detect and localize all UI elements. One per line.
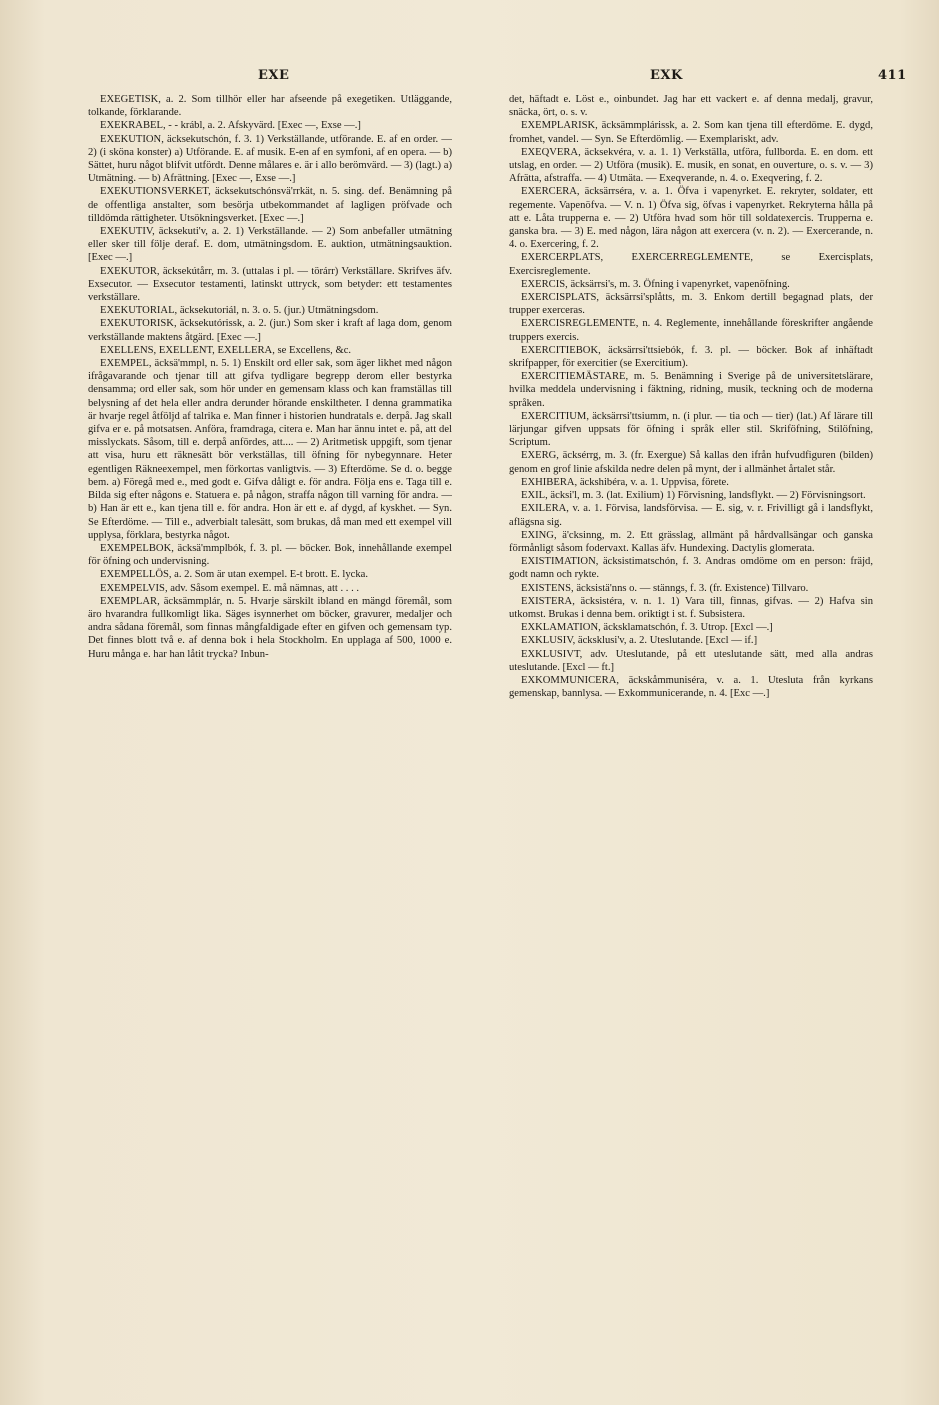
dictionary-entry: EXEMPELVIS, adv. Såsom exempel. E. må nämnas, att . . . .	[100, 582, 360, 594]
page-number: 411	[878, 68, 907, 83]
dictionary-entry: EXKLUSIVT, adv. Uteslutande, på ett uteslutande sätt, med alla andras uteslutande. [Excl — ft.]	[509, 648, 873, 673]
dictionary-entry: EXEMPLARISK, äcksämmplárissk, a. 2. Som kan tjena till efterdöme. E. dygd, fromhet, vandel. — Syn. Se Efterdömlig. — Exemplariskt, adv.	[509, 120, 873, 145]
dictionary-entry: EXERCISPLATS, äcksärrsi'splåtts, m. 3. Enkom dertill begagnad plats, der trupper exerceras.	[509, 292, 873, 317]
right-guide-word: EXK	[650, 68, 683, 83]
dictionary-entry: EXEKRABEL, - - krábl, a. 2. Afskyvärd. [Exec —, Exse —.]	[100, 120, 361, 132]
dictionary-entry: EXERCISREGLEMENTE, n. 4. Reglemente, innehållande föreskrifter angående truppers exercis.	[509, 318, 873, 343]
dictionary-entry: EXISTENS, äcksistä'nns o. — stänngs, f. 3. (fr. Existence) Tillvaro.	[521, 582, 809, 594]
right-column	[509, 93, 873, 1393]
dictionary-entry: EXELLENS, EXELLENT, EXELLERA, se Excellens, &c.	[100, 344, 352, 356]
dictionary-entry: EXERCERPLATS, EXERCERREGLEMENTE, se Exercisplats, Exercisreglemente.	[509, 252, 873, 277]
dictionary-entry: EXHIBERA, äckshibéra, v. a. 1. Uppvisa, förete.	[521, 476, 729, 488]
dictionary-entry: EXISTERA, äcksistéra, v. n. 1. 1) Vara till, finnas, gifvas. — 2) Hafva sin utkomst. Brukas i denna bem. oriktigt i st. f. Subsistera.	[509, 595, 873, 620]
left-guide-word: EXE	[258, 68, 290, 83]
dictionary-entry: EXEMPEL, äcksä'mmpl, n. 5. 1) Enskilt ord eller sak, som äger likhet med någon ifrågavarande och tjenar till att gifva tydligare begrepp derom eller bestyrka densamma; ord eller sak, som hör under en gemensam klass och kan framställas till belysning af det hela eller andra derunder hörande enskiltheter. I denna grammatika är hvarje regel åtföljd af talrika e. Man finner i historien hundratals e. derpå. Jag skall gifva er e. på motsatsen. Anföra, framdraga, citera e. Man har ännu intet e. på, att del misslyckats. Såsom, till e. derpå anfördes, att.... — 2) Aritmetisk uppgift, som tjenar att visa, huru ett räknesätt bör verkställas, till öfning för nybegynnare. Heter egentligen Räkneexempel, men förkortas vanligtvis. — 3) Efterdöme. Se d. o. begge bem. a) Föregå med e., med godt e. Gifva dåligt e. för andra. Följa ens e. Taga till e. Bilda sig efter någons e. Statuera e. på någon, straffa någon till varning för andra. — b) Han är ett e., kan tjena till e. för andra. Hon är ett e. af dygd, af kyskhet. — Syn. Se Efterdöme. — Till e., adverbialt talesätt, som brukas, då man med ett exempel vill upplysa, förklara, bestyrka något.	[88, 358, 452, 541]
dictionary-entry: EXERCITIEMÄSTARE, m. 5. Benämning i Sverige på de universitetslärare, hvilka meddela undervisning i fäktning, ridning, musik, teckning och de moderna språken.	[509, 371, 873, 409]
dictionary-entry: EXEKUTOR, äcksekútårr, m. 3. (uttalas i pl. — törárr) Verkställare. Skrifves äfv. Exsecutor. — Exsecutor testamenti, latinskt uttryck, som betyder: ett testamentes verkställare.	[88, 265, 452, 304]
left-column	[88, 93, 452, 1393]
dictionary-entry: EXING, ä'cksinng, m. 2. Ett grässlag, allmänt på hårdvallsängar och ganska förmånligt såsom fodervaxt. Kallas äfv. Hundexing. Dactylis glomerata.	[509, 529, 873, 554]
dictionary-entry: EXILERA, v. a. 1. Förvisa, landsförvisa. — E. sig, v. r. Frivilligt gå i landsflykt, aflägsna sig.	[509, 503, 873, 528]
dictionary-entry: EXEKUTIV, äcksekuti'v, a. 2. 1) Verkställande. — 2) Som anbefaller utmätning eller sker till följe deraf. E. dom, utmätningsdom. E. auktion, utmätningsauktion. [Exec —.]	[88, 226, 452, 264]
dictionary-entry: EXIL, äcksi'l, m. 3. (lat. Exilium) 1) Förvisning, landsflykt. — 2) Förvisningsort.	[521, 490, 866, 502]
dictionary-entry: EXEMPELBOK, äcksä'mmplbók, f. 3. pl. — böcker. Bok, innehållande exempel för öfning och undervisning.	[88, 542, 452, 568]
dictionary-entry: EXKLAMATION, äcksklamatschón, f. 3. Utrop. [Excl —.]	[521, 622, 773, 634]
dictionary-entry: EXISTIMATION, äcksistimatschón, f. 3. Andras omdöme om en person: fräjd, godt namn och rykte.	[509, 556, 873, 581]
dictionary-entry: EXERCERA, äcksärrséra, v. a. 1. Öfva i vapenyrket. E. rekryter, soldater, ett regemente. Vapenöfva. — V. n. 1) Öfva sig, öfvas i vapenyrket. Rekryterna hålla på att e. Låta trupperna e. — 2) Utföra hvad som hör till soldatexercis. Trupperna e. ganska bra. — 3) E. med någon, lära någon att exercera (v. n. 2). — Exercerande, n. 4. o. Exercering, f. 2.	[509, 186, 873, 251]
dictionary-entry: EXERCIS, äcksärrsi's, m. 3. Öfning i vapenyrket, vapenöfning.	[521, 278, 790, 290]
dictionary-entry: EXEGETISK, a. 2. Som tillhör eller har afseende på exegetiken. Utläggande, tolkande, förklarande.	[88, 94, 452, 119]
dictionary-entry: EXEQVERA, äcksekvéra, v. a. 1. 1) Verkställa, utföra, fullborda. E. en dom. ett utslag, en order. — 2) Utföra (musik). E. musik, en sonat, en ouverture, o. s. v. — 3) Afrätta, afstraffa. — 4) Utmäta. — Exeqverande, n. 4. o. Exeqvering, f. 2.	[509, 146, 873, 185]
dictionary-entry: EXEKUTORIAL, äcksekutoriál, n. 3. o. 5. (jur.) Utmätningsdom.	[100, 305, 379, 317]
dictionary-entry: EXERCITIUM, äcksärrsi'ttsiumm, n. (i plur. — tia och — tier) (lat.) Af lärare till lärjungar gifven uppsats för öfning i språk eller stil. Skriföfning, Stilöfning, Scriptum.	[509, 410, 873, 449]
dictionary-entry: EXERCITIEBOK, äcksärrsi'ttsiebók, f. 3. pl. — böcker. Bok af inhäftadt skrifpapper, för exercitier (se Exercitium).	[509, 344, 873, 370]
dictionary-entry: det, häftadt e. Löst e., oinbundet. Jag har ett vackert e. af denna medalj, gravur, snäcka, ört, o. s. v.	[509, 94, 873, 119]
dictionary-entry: EXEMPLAR, äcksämmplár, n. 5. Hvarje särskilt ibland en mängd föremål, som äro hvarandra fullkomligt lika. Säges isynnerhet om böcker, gravurer, medaljer och andra sådana föremål, som finnas mångfaldigade efter en gifven och gemensam typ. Det finnes blott två e. af denna bok i hela Stockholm. En upplaga af 500, 1000 e. Huru många e. har han låtit trycka? Inbun-	[88, 595, 452, 660]
dictionary-entry: EXEMPELLÖS, a. 2. Som är utan exempel. E-t brott. E. lycka.	[100, 569, 369, 581]
dictionary-entry: EXKLUSIV, äcksklusi'v, a. 2. Uteslutande. [Excl — if.]	[521, 635, 758, 647]
dictionary-entry: EXKOMMUNICERA, äckskåmmuniséra, v. a. 1. Utesluta från kyrkans gemenskap, bannlysa. — Exkommunicerande, n. 4. [Exc —.]	[509, 674, 873, 700]
dictionary-entry: EXEKUTION, äcksekutschón, f. 3. 1) Verkställande, utförande. E. af en order. — 2) (i sköna konster) a) Utförande. E. af musik. E-en af en symfoni, af en opera. — b) Sättet, huru något blifvit utfördt. Denne målares e. är i allo berömvärd. — 3) (lagt.) a) Utmätning. — b) Afrättning. [Exec —, Exse —.]	[88, 133, 452, 185]
dictionary-entry: EXEKUTORISK, äcksekutórissk, a. 2. (jur.) Som sker i kraft af laga dom, genom verkställande maktens åtgärd. [Exec —.]	[88, 318, 452, 343]
dictionary-entry: EXERG, äcksérrg, m. 3. (fr. Exergue) Så kallas den ifrån hufvudfiguren (bilden) genom en grof linie afskilda nedre delen på mynt, der i allmänhet årtalet står.	[509, 450, 873, 475]
dictionary-entry: EXEKUTIONSVERKET, äcksekutschónsvä'rrkät, n. 5. sing. def. Benämning på de offentliga anstalter, som besörja utbekommandet af lagligen pröfvade och tilldömda rättigheter. Utsökningsverket. [Exec —.]	[88, 186, 452, 224]
